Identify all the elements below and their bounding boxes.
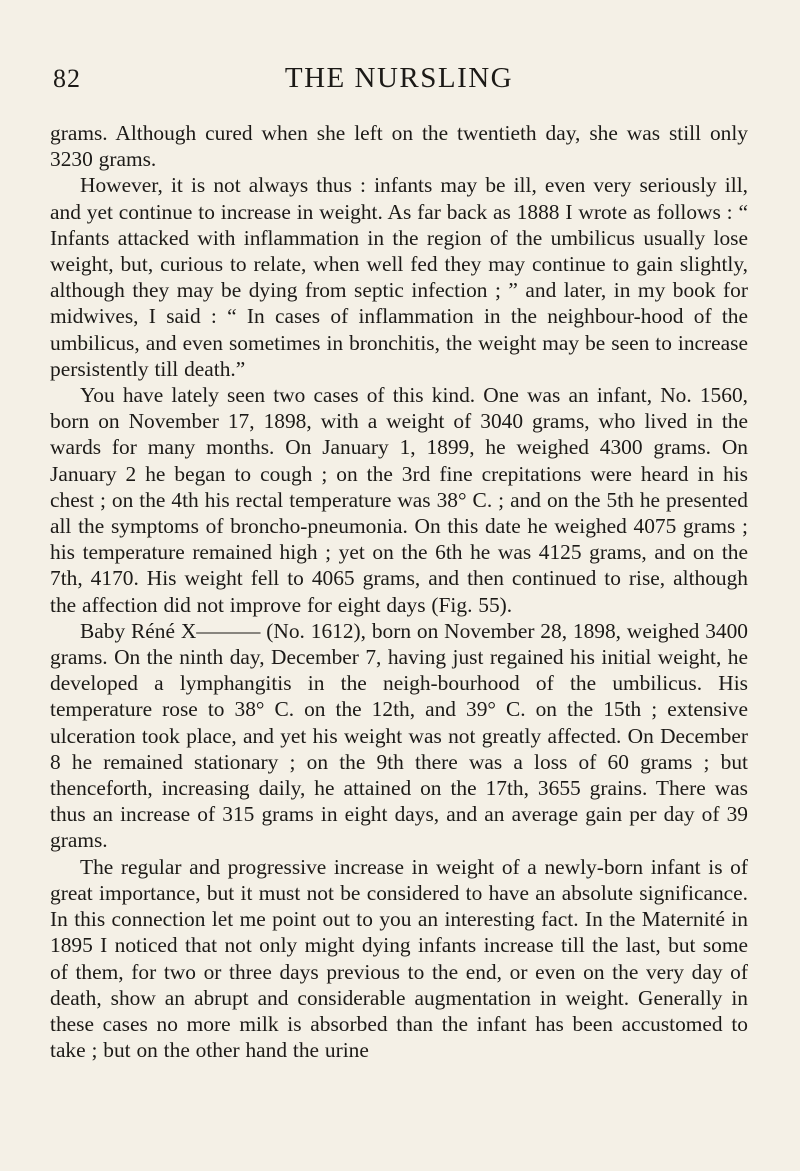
paragraph-weight-despite-illness: However, it is not always thus : infants may be ill, even very seriously ill, and yet continue to increase in weight. As far back as 1888 I wrote as follows : “ Infants attacked with inflammation in the region of the umbilicus usually lose weight, but, curious to relate, when well fed they may continue to gain slightly, although they may be dying from septic infection ; ” and later, in my book for midwives, I said : “ In cases of inflammation in the neighbour-hood of the umbilicus, and even sometimes in bronchitis, the weight may be seen to increase persistently till death.” — [50, 173, 748, 381]
paragraph-continuation: grams. Although cured when she left on the twentieth day, she was still only 3230 grams. — [50, 121, 748, 172]
page-number: 82 — [53, 64, 81, 93]
paragraph-case-1560: You have lately seen two cases of this kind. One was an infant, No. 1560, born on November 17, 1898, with a weight of 3040 grams, who lived in the wards for many months. On January 1, 1899, he weighed 4300 grams. On January 2 he began to cough ; on the 3rd fine crepitations were heard in his chest ; on the 4th his rectal temperature was 38° C. ; and on the 5th he presented all the symptoms of broncho-pneumonia. On this date he weighed 4075 grams ; his temperature remained high ; yet on the 6th he was 4125 grams, and on the 7th, 4170. His weight fell to 4065 grams, and then continued to rise, although the affection did not improve for eight days (Fig. 55). — [50, 383, 748, 617]
page-header — [50, 62, 748, 102]
paragraph-progressive-increase: The regular and progressive increase in weight of a newly-born infant is of great importance, but it must not be considered to have an absolute significance. In this connection let me point out to you an interesting fact. In the Maternité in 1895 I noticed that not only might dying infants increase till the last, but some of them, for two or three days previous to the end, or even on the very day of death, show an abrupt and considerable augmentation in weight. Generally in these cases no more milk is absorbed than the infant has been accustomed to take ; but on the other hand the urine — [50, 854, 748, 1063]
running-head: THE NURSLING — [284, 62, 514, 94]
body-text — [50, 120, 748, 1063]
paragraph-case-rene: Baby Réné X——— (No. 1612), born on November 28, 1898, weighed 3400 grams. On the ninth day, December 7, having just regained his initial weight, he developed a lymphangitis in the neigh-bourhood of the umbilicus. His temperature rose to 38° C. on the 12th, and 39° C. on the 15th ; extensive ulceration took place, and yet his weight was not greatly affected. On December 8 he remained stationary ; on the 9th there was a loss of 60 grams ; but thenceforth, increasing daily, he attained on the 17th, 3655 grains. There was thus an increase of 315 grams in eight days, and an average gain per day of 39 grams. — [50, 618, 748, 853]
